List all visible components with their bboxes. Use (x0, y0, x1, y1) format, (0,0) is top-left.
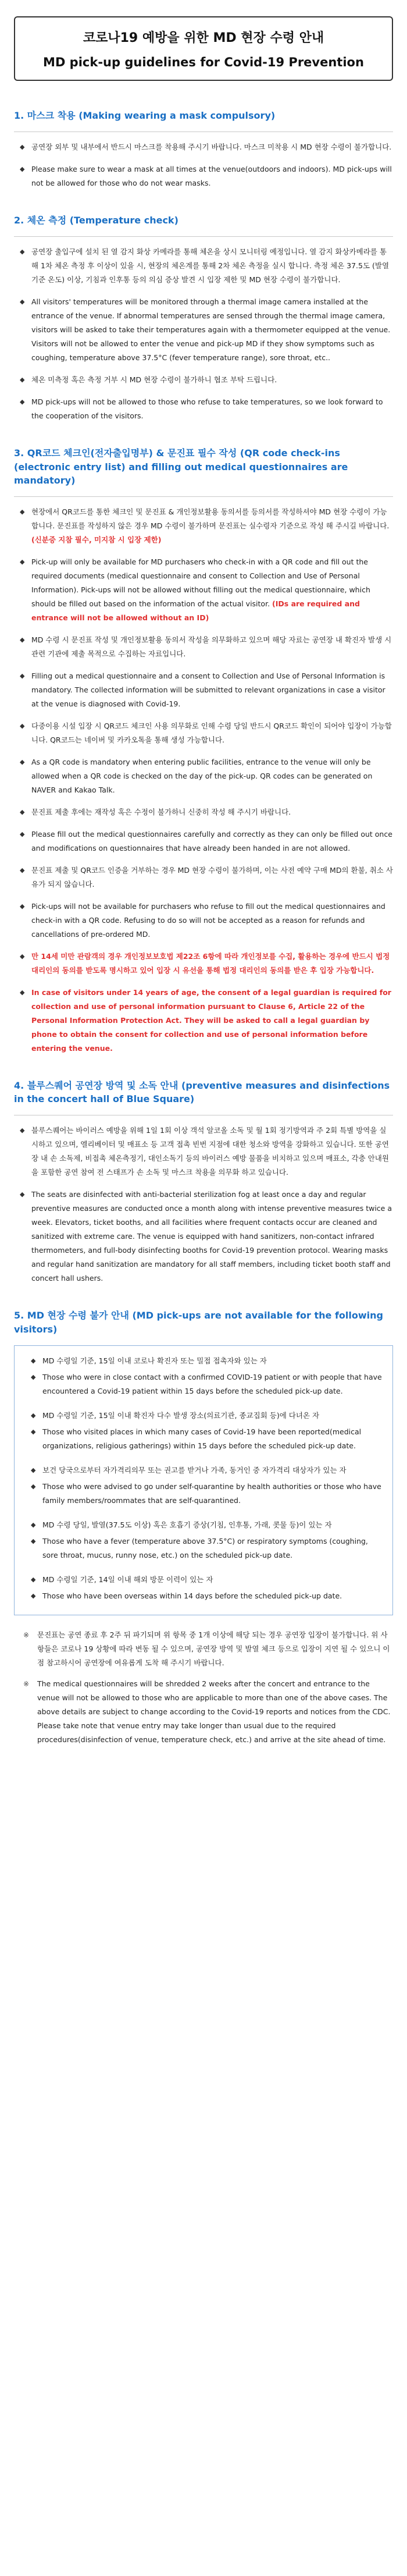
list-item-warning: ◆ In case of visitors under 14 years of age, the consent of a legal guardian is required for collection and use of personal information pursuant to Clause 6, Article 22 of the Personal Information Protection Act. They will be asked to call a legal guardian by phone to obtain the consent for collection and use of personal information before entering the venue. (14, 986, 393, 1056)
list-item: ◆ MD 수령일 기준, 14일 이내 해외 방문 이력이 있는 자 (25, 1573, 382, 1587)
list-item: ◆ 문진표 제출 후에는 재작성 혹은 수정이 불가하니 신중히 작성 해 주시기 바랍니다. (14, 805, 393, 819)
list-item: ◆ Those who were advised to go under self-quarantine by health authorities or those who have family members/roommates that are self-quarantined. (25, 1480, 382, 1508)
list-item: ◆ The seats are disinfected with anti-bacterial sterilization fog at least once a day and regular preventive measures are conducted once a month along with intense preventive measures twice a week. Elevators, ticket booths, and all facilities where frequent contacts occur are cleaned and sanitized with extreme care. The venue is equipped with hand sanitizers, non-contact infrared thermometers, and full-body disinfecting booths for Covid-19 prevention protocol. Wearing masks and regular hand sanitization are mandatory for all staff members, including ticket booth staff and concert hall ushers. (14, 1188, 393, 1285)
divider (14, 236, 393, 237)
section-pickup-restrictions (14, 1309, 393, 1746)
list-item: ◆ 블루스퀘어는 바이러스 예방을 위해 1일 1회 이상 객석 알코올 소독 및 월 1회 정기방역과 주 2회 특별 방역을 실시하고 있으며, 엘리베이터 및 매표소 등 고객 접촉 빈번 지점에 대한 청소와 방역을 강화하고 있습니다. 또한 공연장 내 손 소독제, 비접촉 체온측정기, 대인소독기 등의 바이러스 예방 물품을 비치하고 있으며 매표소, 각층 안내원을 포함한 공연 참여 전 스태프가 손 소독 및 마스크 착용을 의무화 하고 있습니다. (14, 1124, 393, 1179)
title-box (14, 16, 393, 81)
bullet-list (14, 245, 393, 423)
list-item: ◆ Those who visited places in which many cases of Covid-19 have been reported(medical organizations, religious gatherings) within 15 days before the scheduled pick-up date. (25, 1425, 382, 1453)
restriction-group (25, 1573, 382, 1603)
list-item-warning: ◆ 만 14세 미만 관람객의 경우 개인정보보호법 제22조 6항에 따라 개인정보를 수집, 활용하는 경우에 반드시 법정 대리인의 동의를 받도록 명시하고 있어 입장 시 유선을 통해 법정 대리인의 동의를 받은 후 입장 가능합니다. (14, 950, 393, 978)
list-item: ◆ MD 수령일 기준, 15일 이내 확진자 다수 발생 장소(의료기관, 종교집회 등)에 다녀온 자 (25, 1409, 382, 1423)
section-disinfection (14, 1079, 393, 1285)
section-temperature (14, 214, 393, 423)
restriction-group (25, 1354, 382, 1398)
list-item: ◆ MD pick-ups will not be allowed to those who refuse to take temperatures, so we look forward to the cooperation of the visitors. (14, 395, 393, 423)
list-item: ◆ 문진표 제출 및 QR코드 인증을 거부하는 경우 MD 현장 수령이 불가하며, 이는 사전 예약 구매 MD의 환불, 취소 사유가 되지 않습니다. (14, 864, 393, 891)
bullet-list (14, 140, 393, 190)
list-item (14, 505, 393, 547)
list-item: ◆ MD 수령 시 문진표 작성 및 개인정보활용 동의서 작성을 의무화하고 있으며 해당 자료는 공연장 내 확진자 발생 시 관련 기관에 제출 목적으로 수집하는 자료입니다. (14, 633, 393, 661)
bullet-text: Pick-up will only be available for MD purchasers who check-in with a QR code and fill out the required documents (medical questionnaire and consent to Collection and Use of Personal Information). Pick-ups will not be allowed without filling out the medical questionnaire, which should be filled out based on the information of the actual visitor. (31, 557, 370, 608)
id-required-note: (신분증 지참 필수, 미지참 시 입장 제한) (31, 535, 162, 544)
restriction-group (25, 1409, 382, 1453)
list-item: ◆ 보건 당국으로부터 자가격리의무 또는 권고를 받거나 가족, 동거인 중 자가격리 대상자가 있는 자 (25, 1463, 382, 1477)
list-item: ◆ 체온 미측정 혹은 측정 거부 시 MD 현장 수령이 불가하니 협조 부탁 드립니다. (14, 373, 393, 387)
list-item: ◆ Pick-ups will not be available for purchasers who refuse to fill out the medical questionnaires and check-in with a QR code. Refusing to do so will not be accepted as a reason for refunds and cancellations of pre-ordered MD. (14, 900, 393, 941)
section-title: 5. MD 현장 수령 불가 안내 (MD pick-ups are not available for the following visitors) (14, 1310, 383, 1335)
divider (14, 496, 393, 497)
id-required-note: (IDs are required and entrance will not be allowed without an ID) (31, 599, 360, 622)
list-item: ◆ 다중이용 시설 입장 시 QR코드 체크인 사용 의무화로 인해 수령 당일 반드시 QR코드 확인이 되어야 입장이 가능합니다. QR코드는 네이버 및 카카오톡을 통해 생성 가능합니다. (14, 719, 393, 747)
list-item: ◆ Please make sure to wear a mask at all times at the venue(outdoors and indoors). MD pick-ups will not be allowed for those who do not wear masks. (14, 162, 393, 190)
restriction-group (25, 1518, 382, 1562)
bullet-text: 현장에서 QR코드를 통한 체크인 및 문진표 & 개인정보활용 동의서를 등의서를 작성하셔야 MD 현장 수령이 가능합니다. 문진표를 작성하지 않은 경우 MD 수령이 불가하며 문진표는 실수령자 기준으로 작성 해 주시길 바랍니다. (31, 507, 390, 530)
page-title-english: MD pick-up guidelines for Covid-19 Prevention (43, 55, 364, 69)
section-mask (14, 109, 393, 190)
list-item: ◆ All visitors' temperatures will be monitored through a thermal image camera installed at the entrance of the venue. If abnormal temperatures are sensed through the thermal image camera, visitors will be asked to take their temperatures again with a thermometer equipped at the venue. Visitors will not be allowed to enter the venue and pick-up MD if they show symptoms such as coughing, temperature above 37.5°C (fever temperature range), sore throat, etc.. (14, 295, 393, 365)
list-item (14, 555, 393, 625)
notes-list (14, 1628, 393, 1747)
list-item: ◆ Those who were in close contact with a confirmed COVID-19 patient or with people that have encountered a Covid-19 patient within 15 days before the scheduled pick-up date. (25, 1370, 382, 1398)
note-item: ※ The medical questionnaires will be shredded 2 weeks after the concert and entrance to the venue will not be allowed to those who are applicable to more than one of the above cases. The above details are subject to change according to the Covid-19 reports and notices from the CDC. Please take note that venue entry may take longer than usual due to the required procedures(disinfection of venue, temperature check, etc.) and arrive at the site ahead of time. (14, 1677, 393, 1747)
list-item: ◆ MD 수령 당일, 발열(37.5도 이상) 혹은 호흡기 증상(기침, 인후통, 가래, 콧물 등)이 있는 자 (25, 1518, 382, 1532)
list-item: ◆ Filling out a medical questionnaire and a consent to Collection and Use of Personal Information is mandatory. The collected information will be submitted to relevant organizations in case a visitor at the venue is diagnosed with Covid-19. (14, 669, 393, 711)
bullet-list (14, 1124, 393, 1285)
list-item: ◆ 공연장 출입구에 설치 된 열 감지 화상 카메라를 통해 체온을 상시 모니터링 예정입니다. 열 감지 화상카메라를 통해 1차 체온 측정 후 이상이 있을 시, 현장의 체온계를 통해 2차 체온 측정을 실시 합니다. 측정 체온 37.5도 (발열기준 온도) 이상, 기침과 인후통 등의 의심 증상 발견 시 입장 제한 및 MD 현장 수령이 불가합니다. (14, 245, 393, 287)
list-item: ◆ Those who have been overseas within 14 days before the scheduled pick-up date. (25, 1589, 382, 1603)
list-item: ◆ MD 수령일 기준, 15일 이내 코로나 확진자 또는 밀접 접촉자와 있는 자 (25, 1354, 382, 1368)
section-title: 2. 체온 측정 (Temperature check) (14, 215, 178, 226)
restriction-group (25, 1463, 382, 1508)
note-item: ※ 문진표는 공연 종료 후 2주 뒤 파기되며 위 항목 중 1개 이상에 해당 되는 경우 공연장 입장이 불가합니다. 위 사항들은 코로나 19 상황에 따라 변동 될 수 있으며, 공연장 방역 및 발열 체크 등으로 입장이 지연 될 수 있으니 이점 참고하시어 공연장에 여유롭게 도착 해 주시기 바랍니다. (14, 1628, 393, 1670)
section-title: 1. 마스크 착용 (Making wearing a mask compulsory) (14, 110, 276, 121)
section-title: 4. 블루스퀘어 공연장 방역 및 소독 안내 (preventive measures and disinfections in the concert hall of Blue Square) (14, 1079, 390, 1105)
section-title: 3. QR코드 체크인(전자출입명부) & 문진표 필수 작성 (QR code check-ins (electronic entry list) and filling out medical questionnaires are mandatory) (14, 447, 348, 486)
list-item: ◆ As a QR code is mandatory when entering public facilities, entrance to the venue will only be allowed when a QR code is checked on the day of the pick-up. QR codes can be generated on NAVER and Kakao Talk. (14, 755, 393, 797)
list-item: ◆ 공연장 외부 및 내부에서 반드시 마스크를 착용해 주시기 바랍니다. 마스크 미착용 시 MD 현장 수령이 불가합니다. (14, 140, 393, 154)
section-qr-checkin (14, 446, 393, 1056)
list-item: ◆ Please fill out the medical questionnaires carefully and correctly as they can only be filled out once and modifications on questionnaires that have already been handed in are not allowed. (14, 827, 393, 855)
bullet-list (14, 505, 393, 1056)
list-item: ◆ Those who have a fever (temperature above 37.5°C) or respiratory symptoms (coughing, sore throat, mucus, runny nose, etc.) on the scheduled pick-up date. (25, 1534, 382, 1562)
restrictions-box (14, 1345, 393, 1615)
page-title-korean: 코로나19 예방을 위한 MD 현장 수령 안내 (83, 31, 324, 45)
